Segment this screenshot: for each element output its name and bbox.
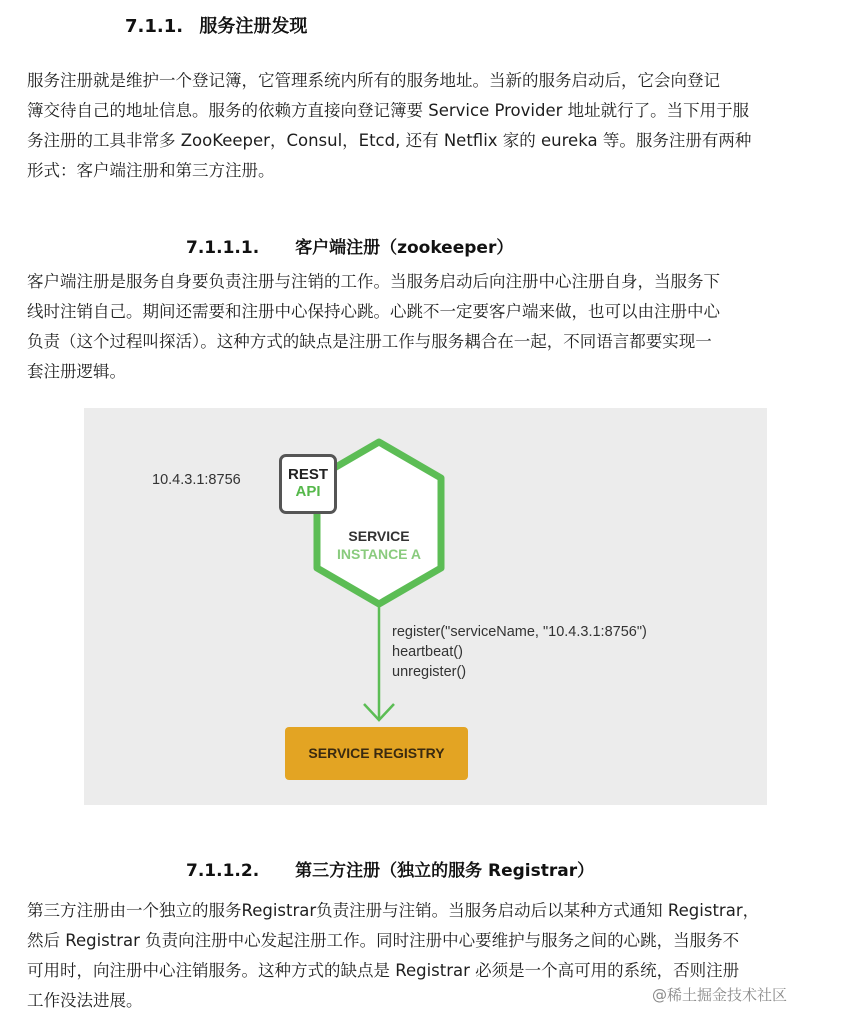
instance-label: INSTANCE A [337, 546, 421, 562]
subsection-heading-third-party [186, 856, 594, 881]
call-register: register("serviceName, "10.4.3.1:8756") [392, 624, 647, 640]
section-number: 7.1.1. [125, 16, 184, 37]
paragraph-line: 线时注销自己。期间还需要和注册中心保持心跳。心跳不一定要客户端来做，也可以由注册中心 [27, 302, 720, 321]
section-title: 服务注册发现 [199, 16, 308, 37]
paragraph-line: 簿交待自己的地址信息。服务的依赖方直接向登记簿要 Service Provider 地址就行了。当下用于服 [27, 101, 750, 120]
call-unregister: unregister() [392, 664, 467, 680]
call-heartbeat: heartbeat() [392, 644, 463, 660]
subsection-number: 7.1.1.2. [186, 861, 260, 881]
client-paragraph [27, 267, 720, 387]
paragraph-line: 服务注册就是维护一个登记簿，它管理系统内所有的服务地址。当新的服务启动后，它会向登记 [27, 71, 720, 90]
paragraph-line: 然后 Registrar 负责向注册中心发起注册工作。同时注册中心要维护与服务之间的心跳，当服务不 [27, 931, 740, 950]
paragraph-line: 客户端注册是服务自身要负责注册与注销的工作。当服务启动后向注册中心注册自身，当服务下 [27, 272, 720, 291]
subsection-heading-client [186, 233, 513, 258]
api-label: API [295, 483, 321, 500]
paragraph-line: 第三方注册由一个独立的服务Registrar负责注册与注销。当服务启动后以某种方式通知 Registrar， [27, 901, 760, 920]
watermark: @稀土掘金技术社区 [652, 986, 788, 1004]
service-registry-box: SERVICE REGISTRY [285, 727, 468, 780]
paragraph-line: 负责（这个过程叫探活）。这种方式的缺点是注册工作与服务耦合在一起，不同语言都要实现一 [27, 332, 712, 351]
section-heading [125, 12, 307, 38]
paragraph-line: 务注册的工具非常多 ZooKeeper，Consul，Etcd, 还有 Netflix 家的 eureka 等。服务注册有两种 [27, 131, 752, 150]
service-label: SERVICE [348, 528, 410, 544]
third-party-paragraph [27, 896, 759, 1016]
paragraph-line: 形式：客户端注册和第三方注册。 [27, 161, 275, 180]
subsection-title: 第三方注册（独立的服务 Registrar） [295, 861, 595, 881]
paragraph-line: 可用时，向注册中心注销服务。这种方式的缺点是 Registrar 必须是一个高可用的系统，否则注册 [27, 961, 740, 980]
subsection-number: 7.1.1.1. [186, 238, 260, 258]
service-registration-diagram [84, 408, 767, 805]
registration-calls [392, 622, 647, 682]
intro-paragraph [27, 66, 751, 186]
paragraph-line: 工作没法进展。 [27, 991, 143, 1010]
subsection-title: 客户端注册（zookeeper） [295, 238, 514, 258]
paragraph-line: 套注册逻辑。 [27, 362, 126, 381]
rest-api-box [279, 454, 337, 514]
rest-label: REST [287, 466, 328, 483]
ip-address: 10.4.3.1:8756 [152, 472, 241, 488]
